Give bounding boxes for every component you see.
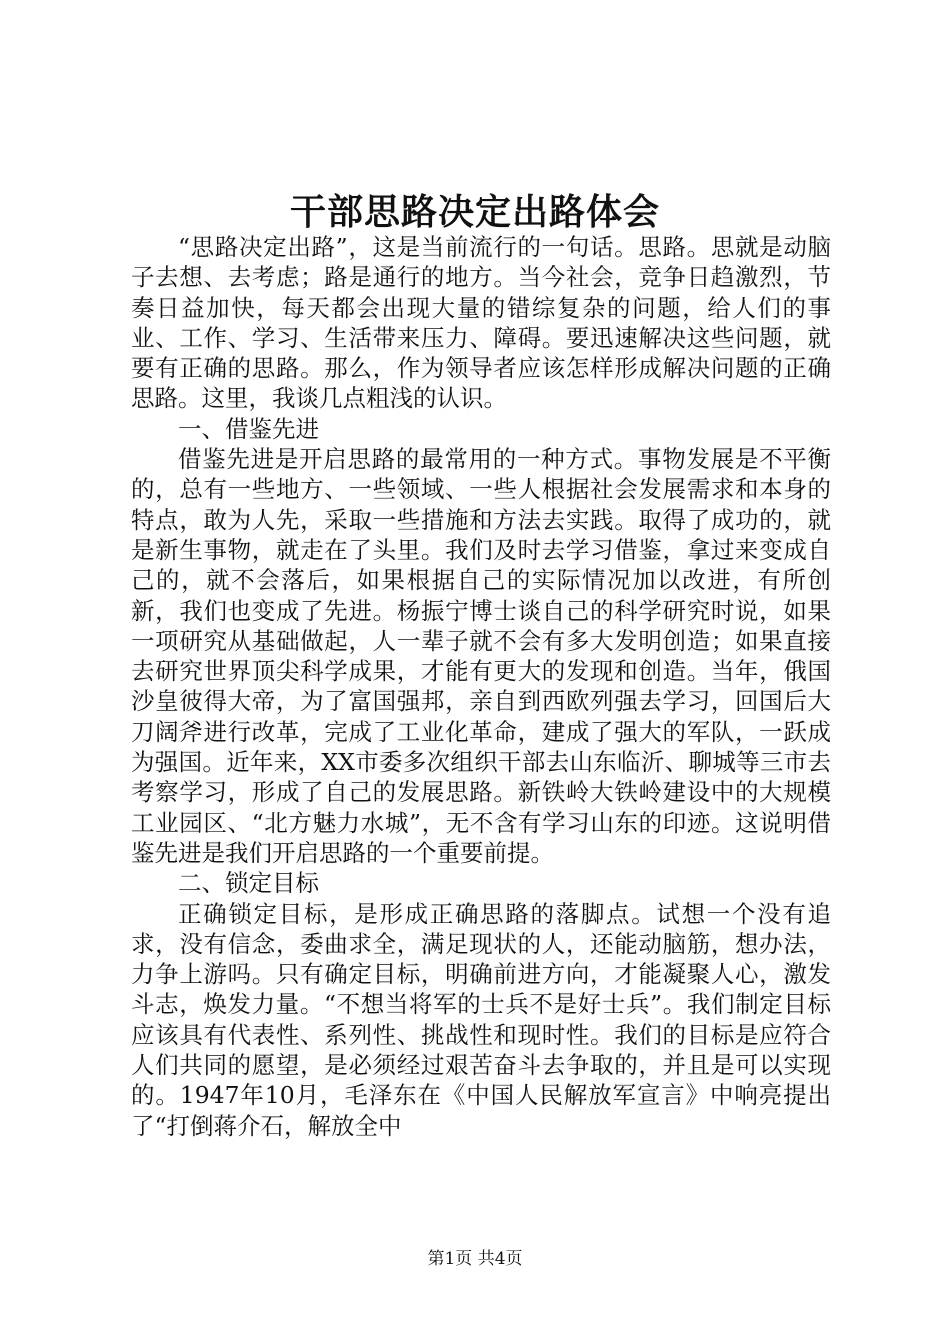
section-heading-1: 一、借鉴先进 [178,414,319,443]
section-2-paragraph: 正确锁定目标，是形成正确思路的落脚点。试想一个没有追求，没有信念，委曲求全，满足现状的人，还能动脑筋，想办法，力争上游吗。只有确定目标，明确前进方向，才能凝聚人心，激发斗志，焕发力量。“不想当将军的士兵不是好士兵”。我们制定目标应该具有代表性、系列性、挑战性和现时性。我们的目标是应符合人们共同的愿望，是必须经过艰苦奋斗去争取的，并且是可以实现的。1947年10月，毛泽东在《中国人民解放军宣言》中响亮提出了“打倒蒋介石，解放全中 [131,899,831,1140]
document-body [131,232,831,1141]
page-number: 第1页 共4页 [427,1249,523,1269]
intro-paragraph: “思路决定出路”，这是当前流行的一句话。思路。思就是动脑子去想、去考虑；路是通行的地方。当今社会，竞争日趋激烈，节奏日益加快，每天都会出现大量的错综复杂的问题，给人们的事业、工作、学习、生活带来压力、障碍。要迅速解决这些问题，就要有正确的思路。那么，作为领导者应该怎样形成解决问题的正确思路。这里，我谈几点粗浅的认识。 [131,233,831,413]
document-title: 干部思路决定出路体会 [289,191,660,233]
section-heading-2: 二、锁定目标 [178,869,319,898]
section-1-paragraph: 借鉴先进是开启思路的最常用的一种方式。事物发展是不平衡的，总有一些地方、一些领域、一些人根据社会发展需求和本身的特点，敢为人先，采取一些措施和方法去实践。取得了成功的，就是新生事物，就走在了头里。我们及时去学习借鉴，拿过来变成自己的，就不会落后，如果根据自己的实际情况加以改进，有所创新，我们也变成了先进。杨振宁博士谈自己的科学研究时说，如果一项研究从基础做起，人一辈子就不会有多大发明创造；如果直接去研究世界顶尖科学成果，才能有更大的发现和创造。当年，俄国沙皇彼得大帝，为了富国强邦，亲自到西欧列强去学习，回国后大刀阔斧进行改革，完成了工业化革命，建成了强大的军队，一跃成为强国。近年来，XX市委多次组织干部去山东临沂、聊城等三市去考察学习，形成了自己的发展思路。新铁岭大铁岭建设中的大规模工业园区、“北方魅力水城”，无不含有学习山东的印迹。这说明借鉴先进是我们开启思路的一个重要前提。 [131,445,831,867]
